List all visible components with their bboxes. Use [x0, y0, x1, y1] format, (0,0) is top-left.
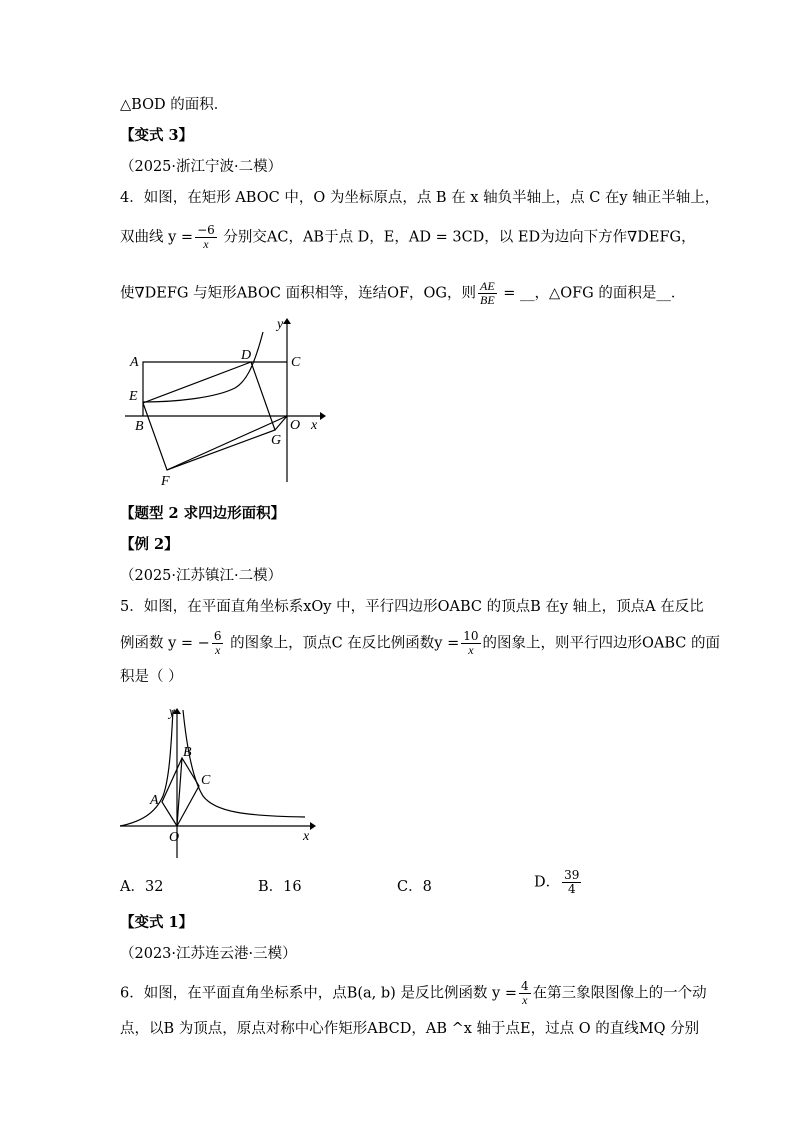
variant1-heading: 【变式 1】 [120, 914, 194, 931]
q4-line3: 使∇DEFG 与矩形ABOC 面积相等，连结OF，OG，则 $\frac{AE}{BE}$ = __，△OFG 的面积是__． [120, 279, 686, 307]
q4-segment-of [167, 416, 287, 470]
variant3-source: （2025·浙江宁波·二模） [120, 159, 283, 175]
q5-label-b: B [183, 745, 192, 760]
variant1-source: （2023·江苏连云港·三模） [120, 946, 297, 962]
q5-fraction-1: $\frac{6}{x}$ [213, 629, 222, 657]
q4-rectangle [143, 362, 287, 416]
q4-label-e: E [129, 389, 138, 404]
variant3-heading: 【变式 3】 [120, 127, 194, 144]
q4-figure [115, 312, 330, 492]
q5-label-c: C [201, 773, 211, 788]
q5-label-y: y [169, 705, 176, 720]
q6-fraction: $\frac{4}{x}$ [521, 979, 529, 1007]
q4-label-g: G [271, 433, 282, 448]
q5-label-a: A [150, 793, 159, 808]
q4-label-y: y [277, 317, 284, 332]
type2-heading: 【题型 2 求四边形面积】 [120, 505, 286, 522]
q4-label-o: O [290, 418, 301, 433]
type2-source: （2025·江苏镇江·二模） [120, 568, 283, 584]
q4-line1: 4．如图，在矩形 ABOC 中，O 为坐标原点，点 B 在 x 轴负半轴上，点 C 在y 轴正半轴上， [120, 190, 720, 206]
q4-y-arrow [283, 318, 291, 324]
q4-label-c: C [291, 355, 301, 370]
q5-x-arrow [310, 822, 316, 830]
option-d: D． $\frac{39}{4}$ [534, 868, 580, 896]
q4-fraction: $\frac{-6}{x}$ [197, 223, 215, 251]
option-a: A．32 [120, 879, 164, 895]
q4-label-x: x [311, 418, 318, 433]
option-d-fraction: $\frac{39}{4}$ [564, 868, 580, 896]
q5-line1: 5．如图，在平面直角坐标系xOy 中，平行四边形OABC 的顶点B 在y 轴上，顶点A 在反比 [120, 599, 704, 615]
example2-heading: 【例 2】 [120, 536, 179, 553]
q5-right-hyperbola [183, 710, 305, 817]
q5-parallelogram [162, 758, 199, 826]
q4-line2: 双曲线 y = $\frac{-6}{x}$ 分别交AC，AB于点 D，E，AD = 3CD，以 ED为边向下方作∇DEFG， [120, 223, 696, 251]
q4-hyperbola [143, 332, 263, 402]
q5-label-x: x [303, 829, 310, 844]
q4-label-f: F [161, 474, 170, 489]
q4-x-arrow [320, 412, 326, 420]
q4-ratio-fraction: $\frac{AE}{BE}$ [480, 279, 495, 307]
q4-label-b: B [135, 419, 144, 434]
intro-line: △BOD 的面积． [120, 97, 229, 113]
q6-line2: 点，以B 为顶点，原点对称中心作矩形ABCD，AB ^x 轴于点E，过点 O 的直线MQ 分别 [120, 1021, 700, 1037]
q5-label-o: O [169, 830, 180, 845]
option-c: C．8 [397, 879, 432, 895]
q5-fraction-2: $\frac{10}{x}$ [463, 629, 479, 657]
q5-figure [115, 700, 325, 860]
q5-left-hyperbola [120, 710, 173, 826]
q4-label-d: D [241, 348, 252, 363]
option-b: B．16 [258, 879, 302, 895]
q6-line1: 6．如图，在平面直角坐标系中，点B(a, b) 是反比例函数 y = $\frac{4}{x}$ 在第三象限图像上的一个动 [120, 979, 707, 1007]
q5-line2: 例函数 y = − $\frac{6}{x}$ 的图象上，顶点C 在反比例函数y = $\frac{10}{x}$ 的图象上，则平行四边形OABC 的面 [120, 629, 721, 657]
q5-line3: 积是（ ） [120, 669, 183, 685]
q4-label-a: A [130, 355, 139, 370]
